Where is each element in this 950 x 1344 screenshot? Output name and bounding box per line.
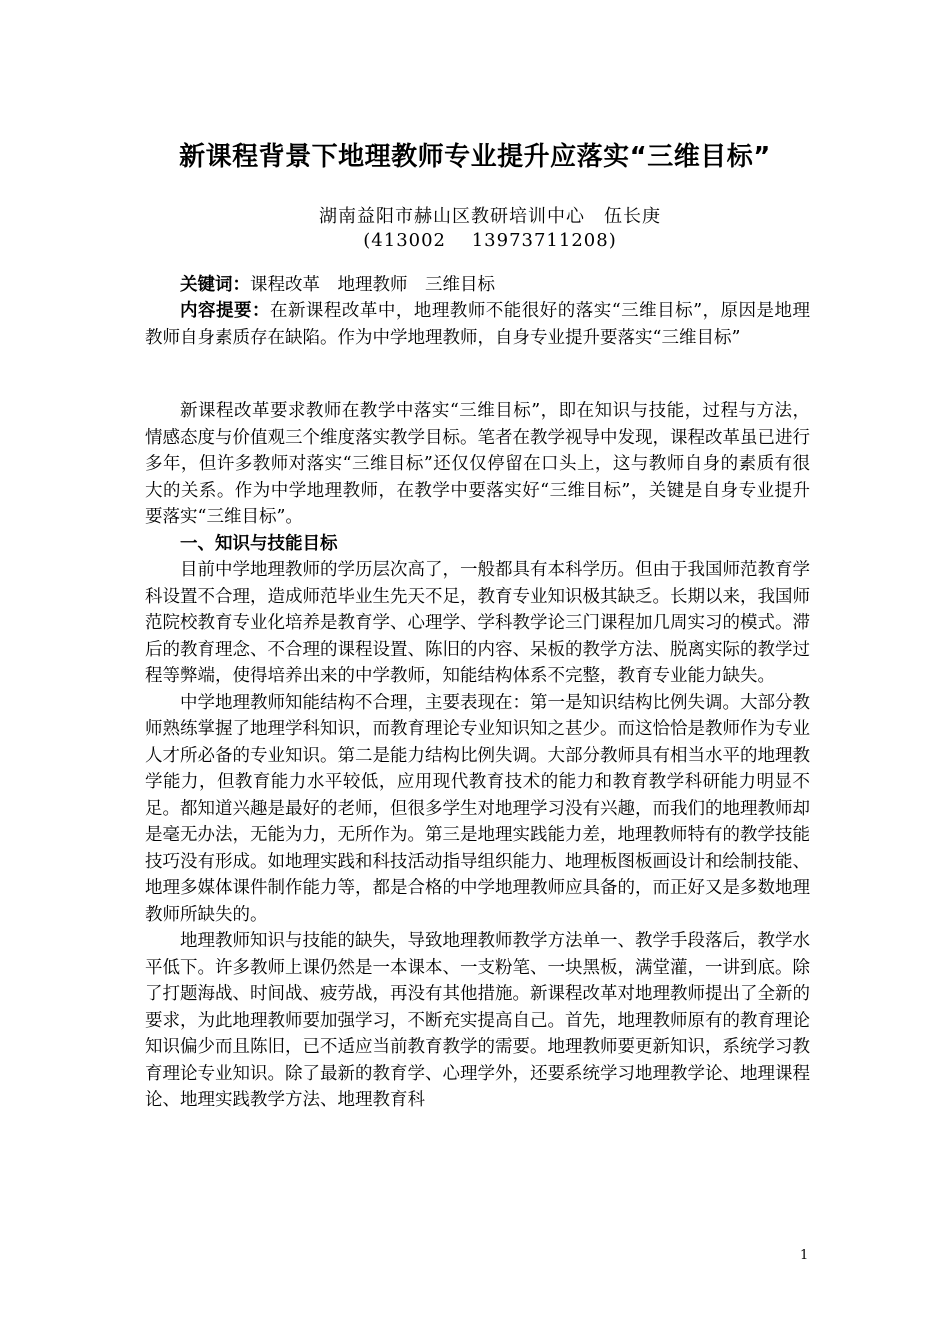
paragraph-4: 地理教师知识与技能的缺失，导致地理教师教学方法单一、教学手段落后，教学水平低下。许多教师上课仍然是一本课本、一支粉笔、一块黑板，满堂灌，一讲到底。除了打题海战、时间战、疲劳战，再没有其他措施。新课程改革对地理教师提出了全新的要求，为此地理教师要加强学习，不断充实提高自己。首先，地理教师原有的教育理论知识偏少而且陈旧，已不适应当前教育教学的需要。地理教师要更新知识，系统学习教育理论专业知识。除了最新的教育学、心理学外，还要系统学习地理教学论、地理课程论、地理实践教学方法、地理教育科 [145,931,810,1110]
document-title: 新课程背景下地理教师专业提升应落实“三维目标” [179,142,771,172]
abstract-label: 内容提要： [180,301,270,321]
keywords-line [145,272,810,299]
keywords-label: 关键词： [180,275,250,295]
paragraph-3: 中学地理教师知能结构不合理，主要表现在：第一是知识结构比例失调。大部分教师熟练掌握了地理学科知识，而教育理论专业知识知之甚少。而这恰恰是教师作为专业人才所必备的专业知识。第二是能力结构比例失调。大部分教师具有相当水平的地理教学能力，但教育能力水平较低，应用现代教育技术的能力和教育教学科研能力明显不足。都知道兴趣是最好的老师，但很多学生对地理学习没有兴趣，而我们的地理教师却是毫无办法，无能为力，无所作为。第三是地理实践能力差，地理教师特有的教学技能技巧没有形成。如地理实践和科技活动指导组织能力、地理板图板画设计和绘制技能、地理多媒体课件制作能力等，都是合格的中学地理教师应具备的，而正好又是多数地理教师所缺失的。 [145,692,810,925]
abstract-text: 在新课程改革中，地理教师不能很好的落实“三维目标”，原因是地理教师自身素质存在缺陷。作为中学地理教师，自身专业提升要落实“三维目标” [145,301,810,348]
author-line: 湖南益阳市赫山区教研培训中心 伍长庚 [319,206,661,227]
abstract-block [145,298,810,351]
page-number: 1 [800,1248,809,1263]
keywords-text: 课程改革 地理教师 三维目标 [250,275,495,295]
body-text [145,398,810,1114]
section-heading-1: 一、知识与技能目标 [180,533,338,554]
paragraph-2: 目前中学地理教师的学历层次高了，一般都具有本科学历。但由于我国师范教育学科设置不合理，造成师范毕业生先天不足，教育专业知识极其缺乏。长期以来，我国师范院校教育专业化培养是教育学、心理学、学科教学论三门课程加几周实习的模式。滞后的教育理念、不合理的课程设置、陈旧的内容、呆板的教学方法、脱离实际的教学过程等弊端，使得培养出来的中学教师，知能结构体系不完整，教育专业能力缺失。 [145,560,810,686]
paragraph-1: 新课程改革要求教师在教学中落实“三维目标”，即在知识与技能，过程与方法，情感态度与价值观三个维度落实教学目标。笔者在教学视导中发现，课程改革虽已进行多年，但许多教师对落实“三维目标”还仅仅停留在口头上，这与教师自身的素质有很大的关系。作为中学地理教师，在教学中要落实好“三维目标”，关键是自身专业提升要落实“三维目标”。 [145,401,810,527]
contact-line: (413002 13973711208) [363,230,617,251]
